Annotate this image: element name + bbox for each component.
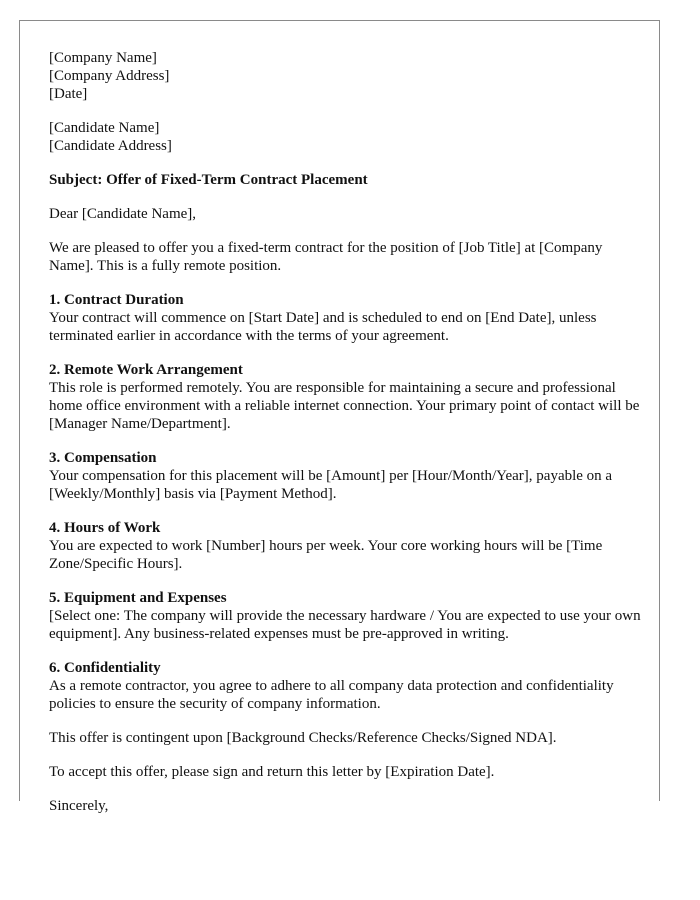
intro-paragraph	[49, 239, 649, 275]
letter-page	[19, 20, 660, 814]
letter-content	[49, 49, 649, 815]
greeting: Dear [Candidate Name],	[49, 206, 197, 222]
section-contract-duration	[49, 291, 649, 345]
candidate-name: [Candidate Name]	[49, 120, 160, 136]
greeting-block	[49, 205, 649, 223]
subject-block	[49, 171, 649, 189]
acceptance-paragraph	[49, 763, 649, 781]
section-body: This role is performed remotely. You are responsible for maintaining a secure and professional home office environment with a reliable internet connection. Your primary point of contact will be [Manager Name/Department].	[49, 380, 640, 432]
signoff-block	[49, 797, 649, 815]
section-equipment-expenses	[49, 589, 649, 643]
section-compensation	[49, 449, 649, 503]
recipient-block	[49, 119, 649, 155]
subject-line: Subject: Offer of Fixed-Term Contract Placement	[49, 172, 368, 188]
section-heading: 2. Remote Work Arrangement	[49, 362, 243, 378]
section-remote-work	[49, 361, 649, 433]
section-body: Your contract will commence on [Start Date] and is scheduled to end on [End Date], unless terminated earlier in accordance with the terms of your agreement.	[49, 310, 597, 344]
section-body: [Select one: The company will provide the necessary hardware / You are expected to use your own equipment]. Any business-related expenses must be pre-approved in writing.	[49, 608, 641, 642]
signoff: Sincerely,	[49, 798, 109, 814]
sender-block	[49, 49, 649, 103]
section-heading: 5. Equipment and Expenses	[49, 590, 227, 606]
contingency-text: This offer is contingent upon [Background Checks/Reference Checks/Signed NDA].	[49, 730, 557, 746]
contingency-paragraph	[49, 729, 649, 747]
letter-date: [Date]	[49, 86, 88, 102]
section-heading: 4. Hours of Work	[49, 520, 161, 536]
section-body: Your compensation for this placement will be [Amount] per [Hour/Month/Year], payable on a [Weekly/Monthly] basis via [Payment Method].	[49, 468, 613, 502]
section-hours-of-work	[49, 519, 649, 573]
company-address: [Company Address]	[49, 68, 170, 84]
section-heading: 6. Confidentiality	[49, 660, 161, 676]
section-heading: 1. Contract Duration	[49, 292, 184, 308]
company-name: [Company Name]	[49, 50, 157, 66]
intro-text: We are pleased to offer you a fixed-term contract for the position of [Job Title] at [Company Name]. This is a fully remote position.	[49, 240, 603, 274]
candidate-address: [Candidate Address]	[49, 138, 172, 154]
section-confidentiality	[49, 659, 649, 713]
section-body: As a remote contractor, you agree to adhere to all company data protection and confidentiality policies to ensure the security of company information.	[49, 678, 614, 712]
section-heading: 3. Compensation	[49, 450, 157, 466]
acceptance-text: To accept this offer, please sign and return this letter by [Expiration Date].	[49, 764, 495, 780]
section-body: You are expected to work [Number] hours per week. Your core working hours will be [Time Zone/Specific Hours].	[49, 538, 603, 572]
